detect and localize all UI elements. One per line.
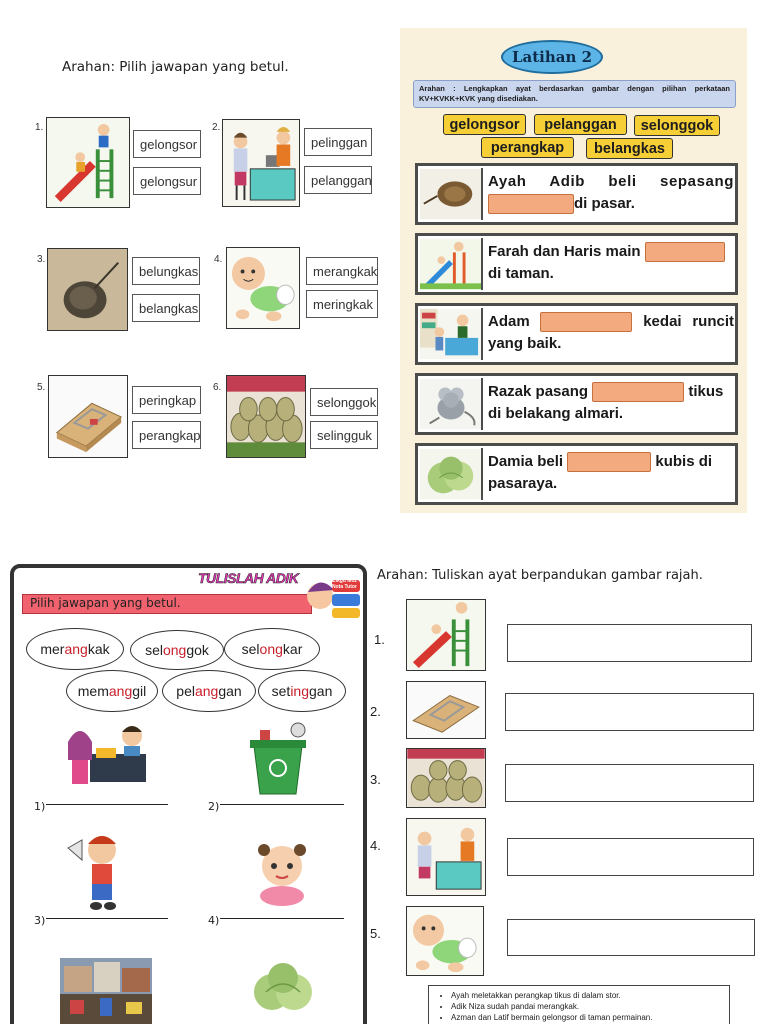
- option-belungkas[interactable]: belungkas: [132, 257, 200, 285]
- sentence-item: • Azman dan Latif bermain gelongsor di taman permainan.: [451, 1012, 723, 1023]
- item-number: 5.: [37, 382, 46, 393]
- mousetrap-icon: [48, 375, 128, 458]
- word-part: sel: [241, 641, 260, 657]
- question-before: Razak pasang: [488, 383, 589, 400]
- cabbage-icon: [250, 956, 316, 1018]
- answer-blank[interactable]: [592, 382, 684, 402]
- question-text: [488, 241, 734, 285]
- blank-label: 1): [34, 800, 46, 813]
- slide-icon: [46, 117, 130, 208]
- durian-pile-icon: [406, 748, 486, 808]
- question-row: [415, 163, 738, 225]
- durian-pile-icon: [226, 375, 306, 458]
- option-gelongsor[interactable]: gelongsor: [133, 130, 201, 158]
- answer-blank[interactable]: [488, 194, 574, 214]
- word-part: gan: [218, 683, 242, 699]
- item-number: 1.: [35, 122, 44, 133]
- dustbin-cat-icon: [240, 720, 320, 800]
- item-number: 5.: [370, 926, 381, 941]
- crawling-baby-icon: [246, 840, 318, 908]
- question-row: [415, 233, 738, 295]
- word-part-highlight: ang: [194, 683, 219, 699]
- question-row: [415, 373, 738, 435]
- answer-line[interactable]: [46, 918, 168, 919]
- word-part-highlight: ong: [259, 641, 283, 657]
- blank-label: 2): [208, 800, 220, 813]
- option-gelongsur[interactable]: gelongsur: [133, 167, 201, 195]
- question-text: [488, 381, 734, 425]
- option-perangkap[interactable]: perangkap: [132, 421, 201, 449]
- word-part: mem: [77, 683, 109, 699]
- answer-box[interactable]: [507, 919, 755, 956]
- panel1-instruction: Arahan: Pilih jawapan yang betul.: [62, 59, 289, 75]
- question-before: Damia beli: [488, 453, 564, 470]
- question-before: Ayah Adib beli sepasang: [488, 173, 734, 190]
- answer-box[interactable]: [507, 838, 754, 876]
- question-before: Farah dan Haris main: [488, 243, 641, 260]
- horseshoe-crab-icon: [420, 168, 483, 220]
- answer-blank[interactable]: [540, 312, 632, 332]
- sentence-item: • Ayah meletakkan perangkap tikus di dalam stor.: [451, 990, 723, 1001]
- question-row: [415, 443, 738, 505]
- question-after: kedai runcit yang baik.: [488, 313, 734, 352]
- question-text: [488, 171, 734, 215]
- word-part: mer: [40, 641, 65, 657]
- word-part-highlight: ang: [64, 641, 88, 657]
- word-tag-belangkas[interactable]: belangkas: [586, 138, 673, 159]
- word-tag-perangkap[interactable]: perangkap: [481, 137, 574, 158]
- item-number: 4.: [214, 254, 223, 265]
- word-tag-selonggok[interactable]: selonggok: [634, 115, 720, 136]
- word-tag-pelanggan[interactable]: pelanggan: [534, 114, 627, 135]
- answer-line[interactable]: [46, 804, 168, 805]
- blank-label: 3): [34, 914, 46, 927]
- question-text: [488, 311, 734, 355]
- logo-text: Cikgu Moz Nota Tutor: [332, 578, 357, 590]
- answer-line[interactable]: [220, 918, 344, 919]
- item-number: 4.: [370, 838, 381, 853]
- word-cloud-pelanggan[interactable]: [162, 670, 256, 712]
- word-part: gil: [132, 683, 147, 699]
- answer-box[interactable]: [507, 624, 752, 662]
- messy-house-icon: [60, 958, 152, 1024]
- latihan-2-panel: [400, 28, 747, 513]
- word-part-highlight: ong: [162, 642, 187, 658]
- option-pelinggan[interactable]: pelinggan: [304, 128, 372, 156]
- question-row: [415, 303, 738, 365]
- question-after: kubis di pasaraya.: [488, 453, 713, 492]
- latihan-instruction: Arahan : Lengkapkan ayat berdasarkan gambar dengan pilihan perkataan KV+KVKK+KVK yang disediakan.: [413, 80, 736, 108]
- answer-box[interactable]: [505, 764, 754, 802]
- item-number: 1.: [374, 632, 385, 647]
- option-meringkak[interactable]: meringkak: [306, 290, 378, 318]
- word-cloud-memanggil[interactable]: [66, 670, 158, 712]
- word-cloud-selonggok[interactable]: [130, 630, 224, 670]
- word-part: kak: [87, 641, 110, 657]
- word-tag-gelongsor[interactable]: gelongsor: [443, 114, 526, 135]
- mousetrap-icon: [406, 681, 486, 739]
- shouting-boy-icon: [66, 830, 138, 912]
- tulislah-adik-panel: [10, 564, 367, 1024]
- shop-counter-icon: [406, 818, 486, 896]
- answer-line[interactable]: [220, 804, 344, 805]
- item-number: 3.: [37, 254, 46, 265]
- option-belangkas[interactable]: belangkas: [132, 294, 200, 322]
- option-peringkap[interactable]: peringkap: [132, 386, 201, 414]
- word-cloud-merangkak[interactable]: [26, 628, 124, 670]
- question-after: di taman.: [488, 265, 554, 282]
- crawling-baby-icon: [226, 247, 300, 329]
- shop-counter-icon: [222, 119, 300, 207]
- horseshoe-crab-icon: [47, 248, 128, 331]
- word-cloud-setinggan[interactable]: [258, 670, 346, 712]
- question-after: di pasar.: [574, 195, 635, 212]
- answer-blank[interactable]: [645, 242, 725, 262]
- blank-label: 4): [208, 914, 220, 927]
- item-number: 2.: [212, 122, 221, 133]
- sentence-item: • Adik Niza sudah pandai merangkak.: [451, 1001, 723, 1012]
- question-after: tikus di belakang almari.: [488, 383, 724, 422]
- word-part: kar: [282, 641, 303, 657]
- crawling-baby-icon: [406, 906, 484, 976]
- item-number: 2.: [370, 704, 381, 719]
- word-part: pel: [176, 683, 195, 699]
- panel3-instruction: Pilih jawapan yang betul.: [30, 596, 181, 610]
- slide-icon: [406, 599, 486, 671]
- mouse-icon: [420, 378, 483, 430]
- question-before: Adam: [488, 313, 530, 330]
- word-part-highlight: ing: [290, 683, 309, 699]
- word-part: sel: [145, 642, 163, 658]
- word-part-highlight: ang: [108, 683, 133, 699]
- sentence-bank: [428, 985, 730, 1024]
- cabbage-icon: [420, 448, 483, 500]
- latihan-title: Latihan 2: [501, 40, 603, 74]
- option-merangkak[interactable]: merangkak: [306, 257, 378, 285]
- shop-counter-icon: [420, 308, 483, 360]
- banner-title: TULISLAH ADIK: [198, 570, 299, 586]
- word-cloud-selongkar[interactable]: [224, 628, 320, 670]
- word-part: set: [271, 683, 291, 699]
- answer-blank[interactable]: [567, 452, 651, 472]
- option-selonggok[interactable]: selonggok: [310, 388, 378, 416]
- option-selingguk[interactable]: selingguk: [310, 421, 378, 449]
- word-part: gan: [309, 683, 333, 699]
- slide-icon: [420, 238, 483, 290]
- option-pelanggan[interactable]: pelanggan: [304, 166, 372, 194]
- shop-counter-icon: [62, 720, 158, 796]
- panel4-instruction: Arahan: Tuliskan ayat berpandukan gambar rajah.: [377, 568, 703, 583]
- item-number: 6.: [213, 382, 222, 393]
- answer-box[interactable]: [505, 693, 754, 731]
- question-text: [488, 451, 734, 495]
- item-number: 3.: [370, 772, 381, 787]
- word-part: gok: [186, 642, 209, 658]
